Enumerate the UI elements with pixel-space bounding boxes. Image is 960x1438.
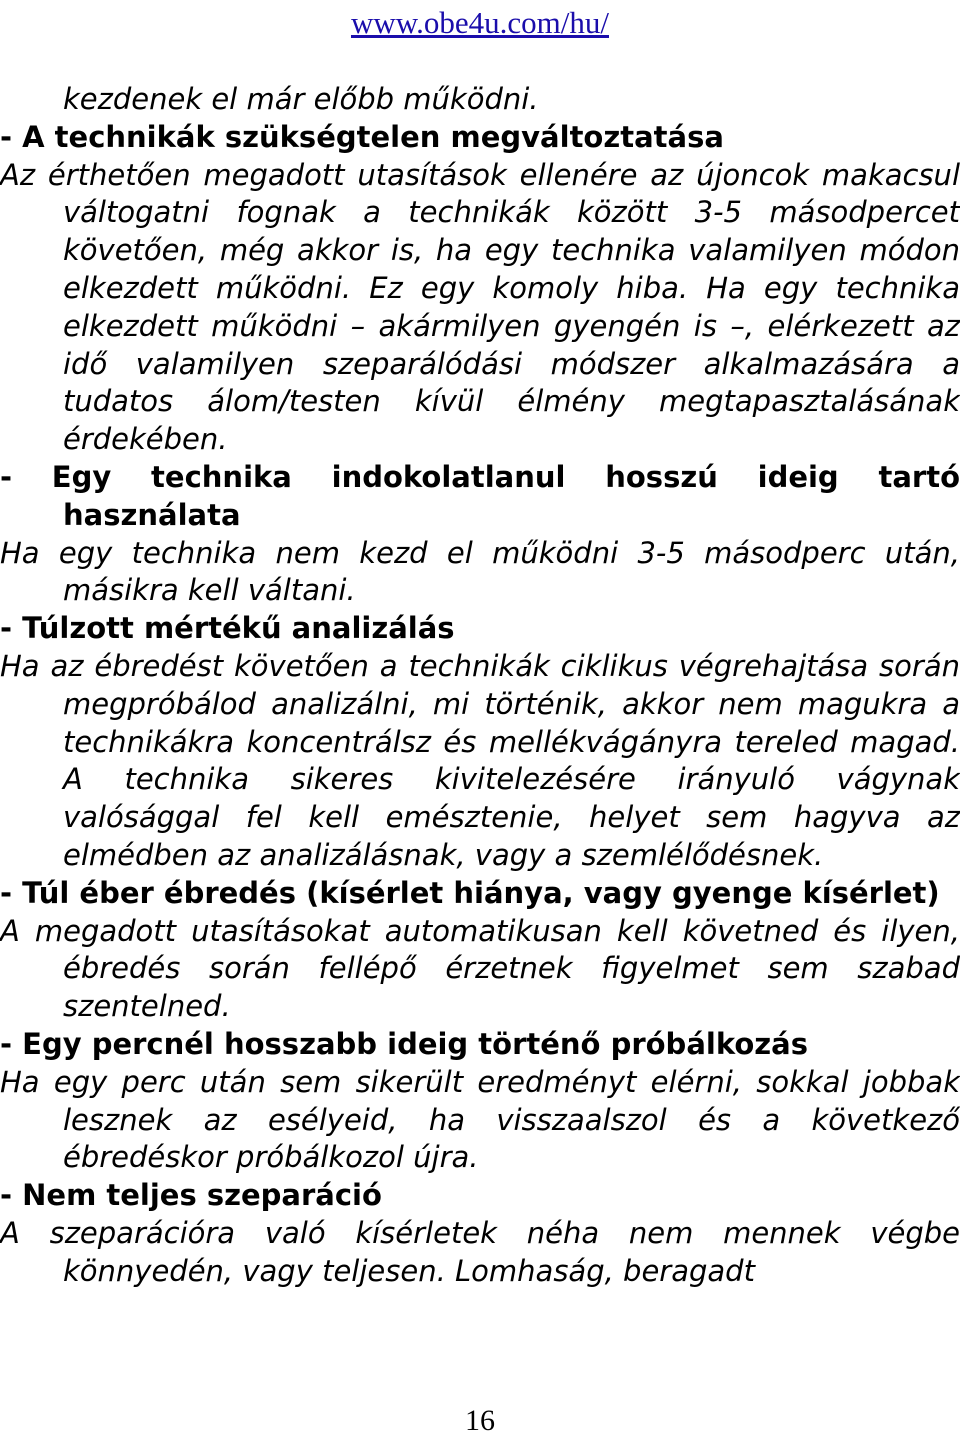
paragraph: A megadott utasításokat automatikusan kell követned és ilyen, ébredés során fellépő érzetnek figyelmet sem szabad szentelned. xyxy=(0,913,960,1024)
paragraph: Az érthetően megadott utasítások ellenére az újoncok makacsul váltogatni fognak a technikák között 3-5 másodpercet követően, még akkor is, ha egy technika valamilyen módon elkezdett működni. Ez egy komoly hiba. Ha egy technika elkezdett működni – akármilyen gyengén is –, elérkezett az idő valamilyen szeparálódási módszer alkalmazására a tudatos álom/testen kívül élmény megtapasztalásának érdekében. xyxy=(0,157,960,457)
paragraph: A szeparációra való kísérletek néha nem mennek végbe könnyedén, vagy teljesen. Lomhaság, beragadt xyxy=(0,1215,960,1288)
paragraph: Ha az ébredést követően a technikák ciklikus végrehajtása során megpróbálod analizálni, mi történik, akkor nem magukra a technikákra koncentrálsz és mellékvágányra tereled magad. A technika sikeres kivitelezésére irányuló vágynak valósággal fel kell emésztenie, helyet sem hagyva az elmédben az analizálásnak, vagy a szemlélődésnek. xyxy=(0,648,960,872)
page-number: 16 xyxy=(465,1404,495,1437)
paragraph: kezdenek el már előbb működni. xyxy=(63,82,539,116)
section-heading: - Túl éber ébredés (kísérlet hiánya, vagy gyenge kísérlet) xyxy=(0,875,940,910)
section-heading: - Túlzott mértékű analizálás xyxy=(0,611,455,646)
section-heading: - Egy technika indokolatlanul hosszú ideig tartó használata xyxy=(0,459,960,532)
section-heading: - Egy percnél hosszabb ideig történő próbálkozás xyxy=(0,1026,808,1061)
paragraph: Ha egy technika nem kezd el működni 3-5 másodperc után, másikra kell váltani. xyxy=(0,535,960,608)
page-body xyxy=(0,81,960,1291)
paragraph: Ha egy perc után sem sikerült eredményt elérni, sokkal jobbak lesznek az esélyeid, ha visszaalszol és a következő ébredéskor próbálkozol újra. xyxy=(0,1064,960,1175)
header-url-link[interactable]: www.obe4u.com/hu/ xyxy=(350,5,609,40)
section-heading: - A technikák szükségtelen megváltoztatása xyxy=(0,119,724,154)
section-heading: - Nem teljes szeparáció xyxy=(0,1178,382,1213)
